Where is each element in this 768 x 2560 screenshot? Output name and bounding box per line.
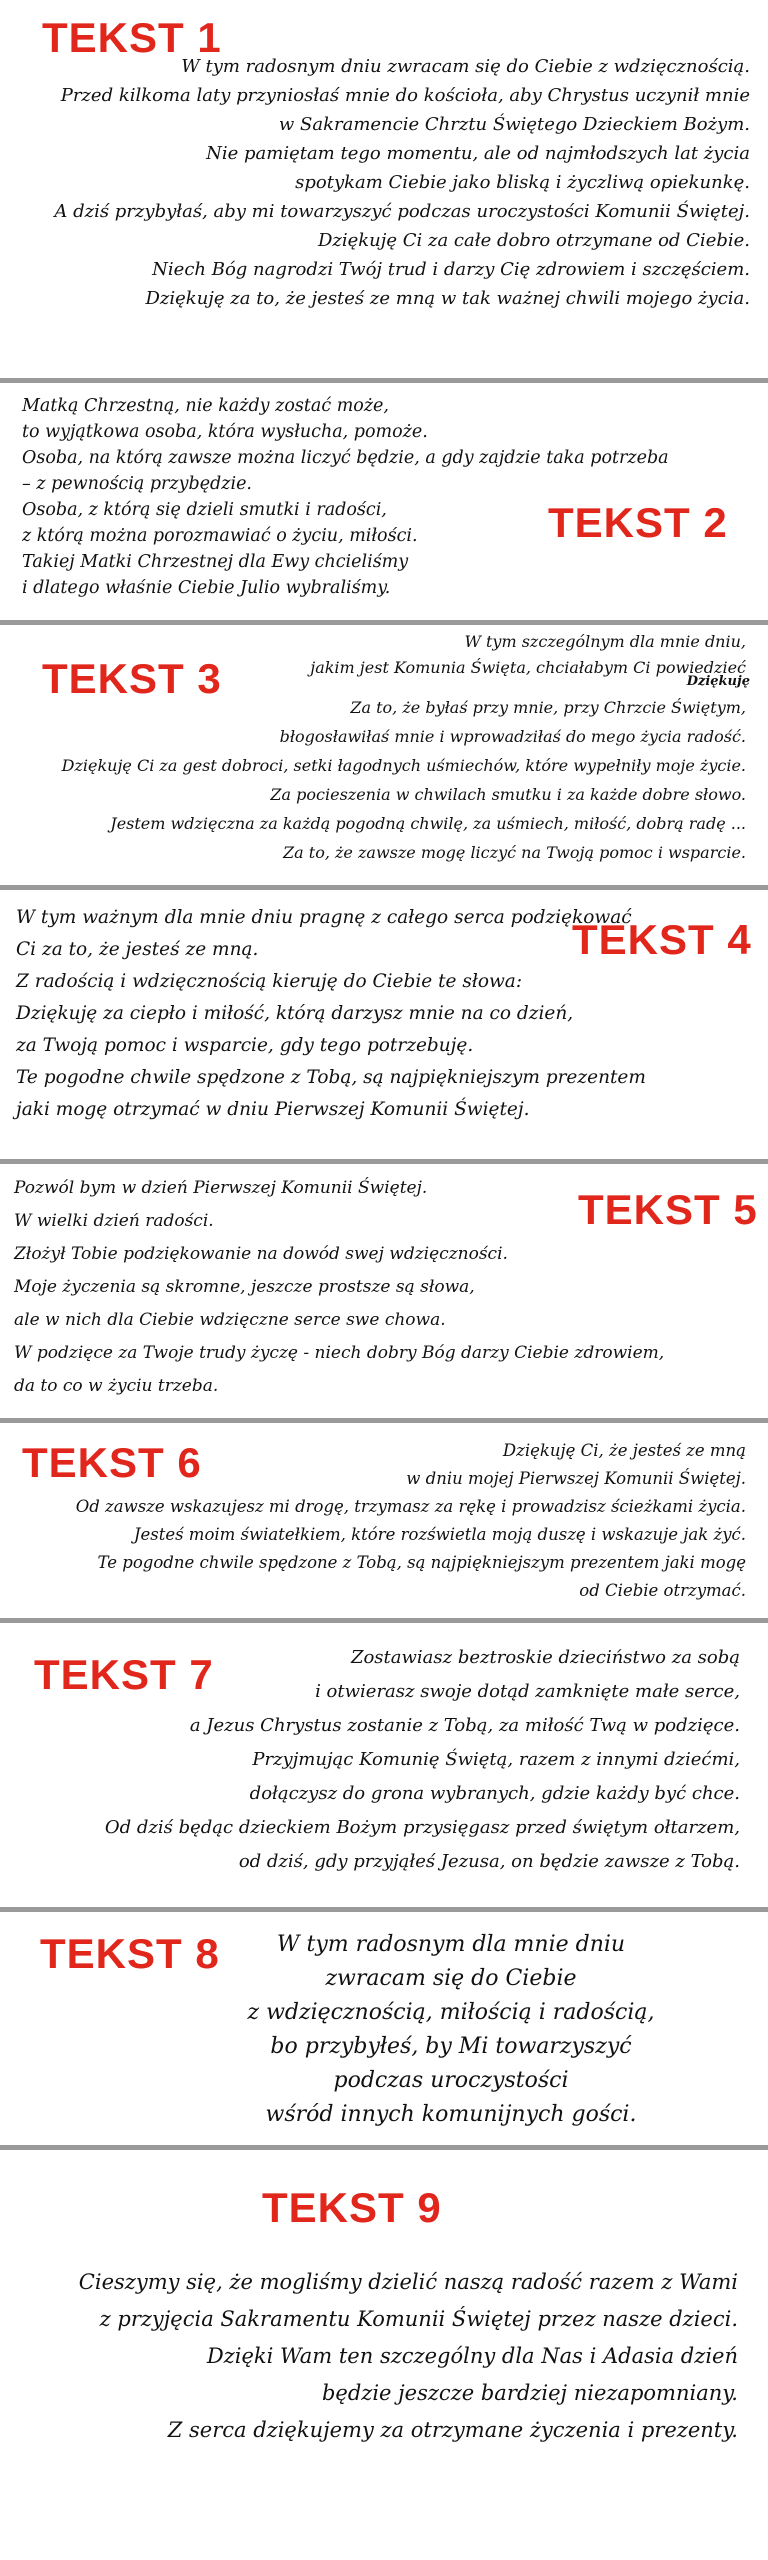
text-line: Jestem wdzięczna za każdą pogodną chwilę, za uśmiech, miłość, dobrą radę ...	[110, 814, 746, 833]
text-line: to wyjątkowa osoba, która wysłucha, pomoże.	[22, 422, 428, 442]
text-line: Za to, że byłaś przy mnie, przy Chrzcie Świętym,	[350, 698, 746, 717]
text-section-7	[0, 1623, 768, 1907]
section-label: TEKST 9	[262, 2184, 442, 2231]
text-line: ale w nich dla Ciebie wdzięczne serce swe chowa.	[14, 1310, 446, 1330]
text-line: zwracam się do Ciebie	[325, 1966, 577, 1991]
text-section-8	[0, 1912, 768, 2145]
text-line: od Ciebie otrzymać.	[579, 1581, 746, 1600]
text-line: Osoba, z którą się dzieli smutki i radości,	[22, 500, 387, 520]
section-body	[206, 1928, 696, 2132]
text-line: Nie pamiętam tego momentu, ale od najmłodszych lat życia	[206, 143, 750, 164]
section-label: TEKST 7	[34, 1651, 214, 1698]
section-body	[62, 693, 746, 867]
text-line: Przyjmując Komunię Świętą, razem z innymi dziećmi,	[252, 1749, 740, 1770]
section-label: TEKST 8	[40, 1930, 220, 1977]
section-label: TEKST 6	[22, 1439, 202, 1486]
text-line: Takiej Matki Chrzestnej dla Ewy chcieliśmy	[22, 552, 409, 572]
text-line: da to co w życiu trzeba.	[14, 1376, 219, 1396]
section-label: TEKST 5	[578, 1186, 758, 1233]
text-line: Z radością i wdzięcznością kieruję do Ciebie te słowa:	[16, 971, 523, 992]
section-body	[54, 52, 750, 313]
text-section-4	[0, 890, 768, 1159]
text-line: z przyjęcia Sakramentu Komunii Świętej przez nasze dzieci.	[99, 2307, 738, 2331]
text-line: wśród innych komunijnych gości.	[265, 2102, 637, 2127]
text-line: jakim jest Komunia Święta, chciałabym Ci powiedzieć	[310, 658, 746, 677]
text-line: błogosławiłaś mnie i wprowadziłaś do mego życia radość.	[279, 727, 746, 746]
text-line: Za pocieszenia w chwilach smutku i za każde dobre słowo.	[270, 785, 746, 804]
text-line: Za to, że zawsze mogę liczyć na Twoją pomoc i wsparcie.	[283, 843, 746, 862]
text-line: W podzięce za Twoje trudy życzę - niech dobry Bóg darzy Ciebie zdrowiem,	[14, 1343, 665, 1363]
text-line: bo przybyłeś, by Mi towarzyszyć	[270, 2034, 632, 2059]
text-line: będzie jeszcze bardziej niezapomniany.	[321, 2381, 738, 2405]
text-line: i otwierasz swoje dotąd zamknięte małe serce,	[315, 1681, 740, 1702]
section-body	[14, 1172, 664, 1403]
text-line: Zostawiasz beztroskie dzieciństwo za sobą	[350, 1647, 740, 1668]
text-line: Te pogodne chwile spędzone z Tobą, są najpiękniejszym prezentem	[16, 1067, 646, 1088]
text-line: Dziękuję Ci, że jesteś ze mną	[502, 1441, 746, 1460]
text-section-2	[0, 383, 768, 620]
section-label: TEKST 4	[572, 916, 752, 963]
text-line: z wdzięcznością, miłością i radością,	[247, 2000, 655, 2025]
text-line: Cieszymy się, że mogliśmy dzielić naszą radość razem z Wami	[78, 2270, 738, 2294]
text-line: Pozwól bym w dzień Pierwszej Komunii Świętej.	[14, 1178, 428, 1198]
text-line: Dzięki Wam ten szczególny dla Nas i Adasia dzień	[206, 2344, 738, 2368]
text-line: – z pewnością przybędzie.	[22, 474, 252, 494]
text-section-5	[0, 1164, 768, 1418]
section-label: TEKST 3	[42, 655, 222, 702]
text-line: Dziękuję za to, że jesteś ze mną w tak ważnej chwili mojego życia.	[145, 288, 750, 309]
text-line: Dziękuję Ci za całe dobro otrzymane od Ciebie.	[317, 230, 750, 251]
text-line: W tym ważnym dla mnie dniu pragnę z całego serca podziękować	[16, 907, 632, 928]
section-body	[79, 2264, 738, 2449]
text-line: A dziś przybyłaś, aby mi towarzyszyć podczas uroczystości Komunii Świętej.	[54, 201, 750, 222]
text-section-3	[0, 625, 768, 885]
text-line: Osoba, na którą zawsze można liczyć będzie, a gdy zajdzie taka potrzeba	[22, 448, 669, 468]
section-body	[76, 1437, 746, 1605]
text-line: W tym radosnym dla mnie dniu	[276, 1932, 626, 1957]
text-line: Złożył Tobie podziękowanie na dowód swej wdzięczności.	[14, 1244, 508, 1264]
text-line: dołączysz do grona wybranych, gdzie każdy być chce.	[249, 1783, 740, 1804]
section-body	[310, 629, 746, 681]
text-line: za Twoją pomoc i wsparcie, gdy tego potrzebuję.	[16, 1035, 474, 1056]
text-line: Niech Bóg nagrodzi Twój trud i darzy Cię zdrowiem i szczęściem.	[152, 259, 750, 280]
text-line: W tym radosnym dniu zwracam się do Ciebie z wdzięcznością.	[181, 56, 750, 77]
text-line: i dlatego właśnie Ciebie Julio wybraliśmy.	[22, 578, 391, 598]
section-label: TEKST 2	[548, 499, 728, 546]
text-line: spotykam Ciebie jako bliską i życzliwą opiekunkę.	[295, 172, 750, 193]
text-section-9	[0, 2150, 768, 2560]
section-body	[105, 1641, 740, 1879]
text-line: W wielki dzień radości.	[14, 1211, 214, 1231]
text-section-6	[0, 1423, 768, 1618]
text-line: z którą można porozmawiać o życiu, miłości.	[22, 526, 418, 546]
text-line: od dziś, gdy przyjąłeś Jezusa, on będzie zawsze z Tobą.	[238, 1851, 740, 1872]
text-section-1	[0, 0, 768, 378]
text-line: Ci za to, że jesteś ze mną.	[16, 939, 259, 960]
text-line: a Jezus Chrystus zostanie z Tobą, za miłość Twą w podzięce.	[189, 1715, 740, 1736]
text-line: w Sakramencie Chrztu Świętego Dzieckiem Bożym.	[278, 114, 750, 135]
text-line: Jesteś moim światełkiem, które rozświetla moją duszę i wskazuje jak żyć.	[133, 1525, 746, 1544]
text-line: Dziękuję za ciepło i miłość, którą darzysz mnie na co dzień,	[16, 1003, 574, 1024]
text-line: podczas uroczystości	[333, 2068, 569, 2093]
text-line: Moje życzenia są skromne, jeszcze prostsze są słowa,	[14, 1277, 475, 1297]
text-line: Z serca dziękujemy za otrzymane życzenia i prezenty.	[167, 2418, 738, 2442]
text-line: w dniu mojej Pierwszej Komunii Świętej.	[406, 1469, 746, 1488]
text-line: Od dziś będąc dzieckiem Bożym przysięgasz przed świętym ołtarzem,	[104, 1817, 740, 1838]
text-line: Te pogodne chwile spędzone z Tobą, są najpiękniejszym prezentem jaki mogę	[97, 1553, 746, 1572]
section-body	[16, 902, 646, 1126]
text-line: Dziękuję Ci za gest dobroci, setki łagodnych uśmiechów, które wypełniły moje życie.	[61, 756, 746, 775]
section-label: TEKST 1	[42, 14, 222, 61]
text-line: Od zawsze wskazujesz mi drogę, trzymasz za rękę i prowadzisz ścieżkami życia.	[75, 1497, 746, 1516]
overlap-word: Dziękuję	[686, 674, 750, 689]
text-line: jaki mogę otrzymać w dniu Pierwszej Komunii Świętej.	[16, 1099, 530, 1120]
text-line: Przed kilkoma laty przyniosłaś mnie do kościoła, aby Chrystus uczynił mnie	[60, 85, 750, 106]
text-line: W tym szczególnym dla mnie dniu,	[464, 632, 746, 651]
section-body	[22, 393, 669, 601]
text-line: Matką Chrzestną, nie każdy zostać może,	[22, 396, 389, 416]
